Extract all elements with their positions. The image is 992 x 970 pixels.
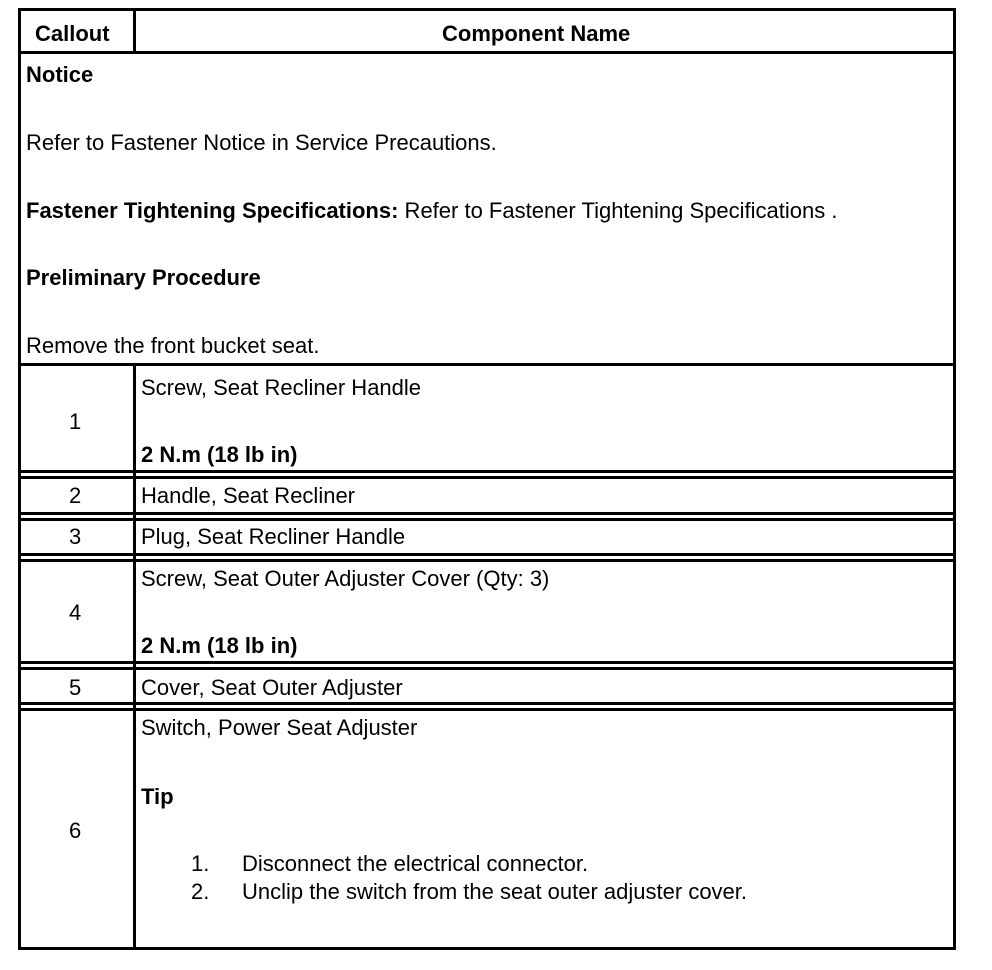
header-divider xyxy=(133,11,136,51)
step-1-text: Disconnect the electrical connector. xyxy=(242,851,589,876)
row-separator xyxy=(21,702,953,705)
step-2-text: Unclip the switch from the seat outer adjuster cover. xyxy=(242,879,748,904)
row-6-name: Switch, Power Seat Adjuster xyxy=(141,715,418,740)
header-callout: Callout xyxy=(35,21,110,46)
notice-title: Notice xyxy=(26,62,94,87)
row-3-name: Plug, Seat Recliner Handle xyxy=(141,524,406,549)
row-1-callout: 1 xyxy=(69,409,82,434)
preliminary-text: Remove the front bucket seat. xyxy=(26,333,320,358)
row-4-spec: 2 N.m (18 lb in) xyxy=(141,633,298,658)
preliminary-title: Preliminary Procedure xyxy=(26,265,261,290)
row-2-callout: 2 xyxy=(69,483,82,508)
row-separator xyxy=(21,51,953,54)
row-3-callout: 3 xyxy=(69,524,82,549)
step-2-number: 2. xyxy=(191,879,210,904)
row-separator xyxy=(21,363,953,366)
notice-text: Refer to Fastener Notice in Service Precautions. xyxy=(26,130,497,155)
row-separator xyxy=(21,553,953,556)
row-4-callout: 4 xyxy=(69,600,82,625)
row-1-spec: 2 N.m (18 lb in) xyxy=(141,442,298,467)
row-6-callout: 6 xyxy=(69,818,82,843)
fastener-spec-label: Fastener Tightening Specifications: xyxy=(26,198,399,223)
row-separator xyxy=(21,559,953,562)
column-divider xyxy=(133,363,136,949)
row-separator xyxy=(21,667,953,670)
row-6-tip-title: Tip xyxy=(141,784,174,809)
row-4-name: Screw, Seat Outer Adjuster Cover (Qty: 3) xyxy=(141,566,550,591)
row-1-name: Screw, Seat Recliner Handle xyxy=(141,375,422,400)
row-separator xyxy=(21,708,953,711)
row-separator xyxy=(21,470,953,473)
fastener-spec-text: Refer to Fastener Tightening Specifications . xyxy=(398,198,838,223)
row-5-callout: 5 xyxy=(69,675,82,700)
row-2-name: Handle, Seat Recliner xyxy=(141,483,356,508)
row-separator xyxy=(21,661,953,664)
row-separator xyxy=(21,518,953,521)
row-separator xyxy=(21,512,953,515)
step-1-number: 1. xyxy=(191,851,210,876)
header-component-name: Component Name xyxy=(442,21,631,46)
row-separator xyxy=(21,476,953,479)
component-table xyxy=(18,8,956,950)
fastener-spec-line xyxy=(26,198,837,224)
row-5-name: Cover, Seat Outer Adjuster xyxy=(141,675,403,700)
